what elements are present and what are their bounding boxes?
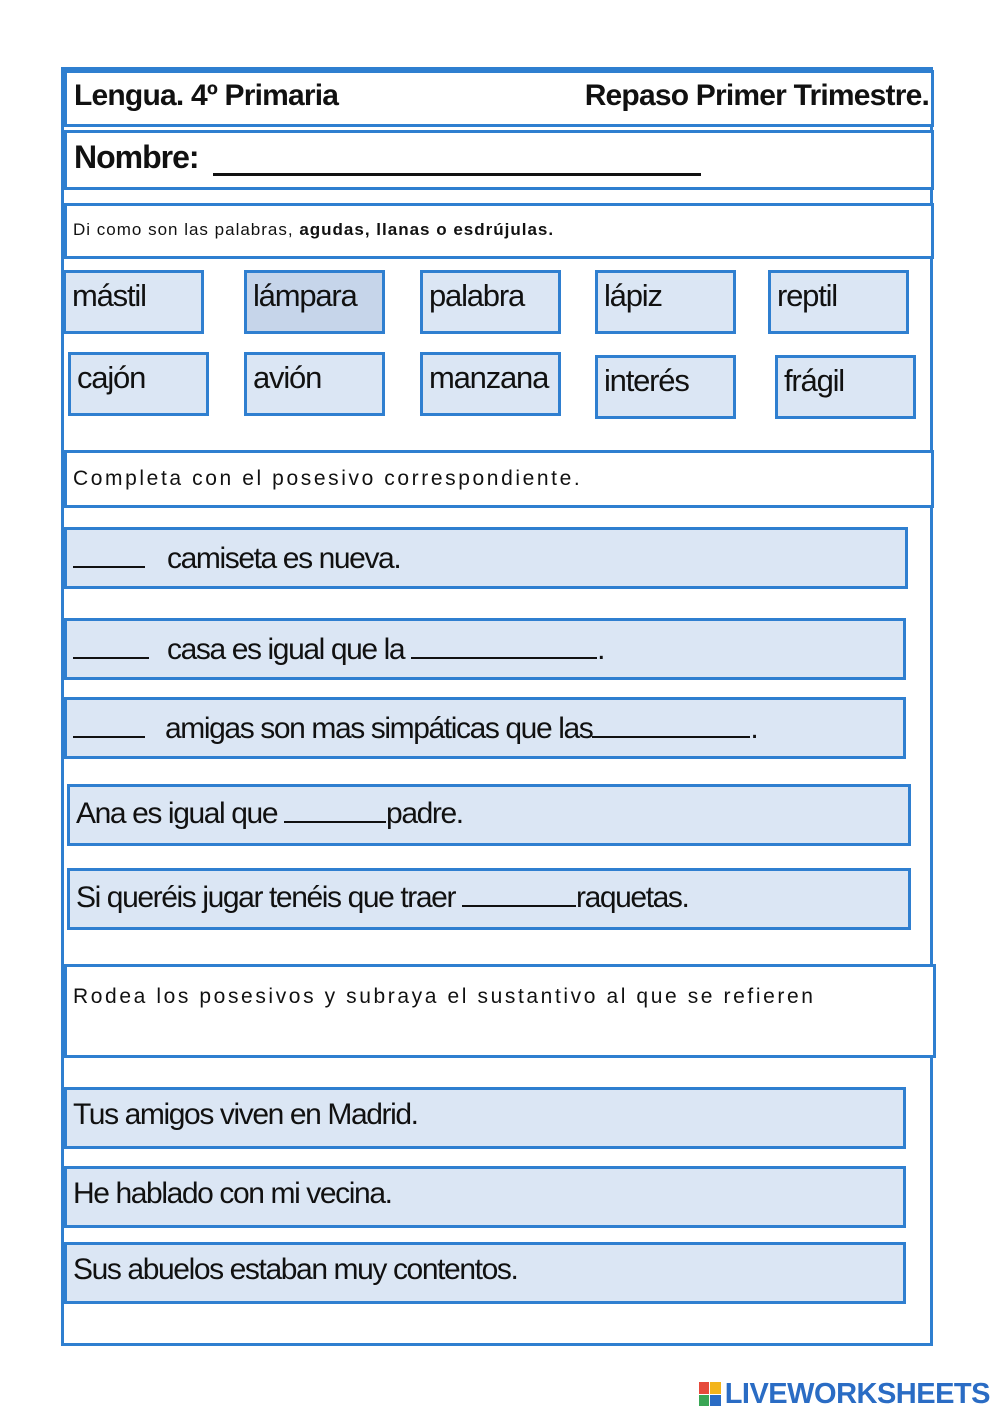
word-text: frágil bbox=[784, 363, 844, 398]
word-box-9[interactable] bbox=[595, 355, 736, 419]
answer-blank[interactable] bbox=[411, 631, 597, 659]
instruction-box-1 bbox=[64, 203, 934, 259]
instruction-box-3 bbox=[64, 964, 936, 1058]
answer-blank[interactable] bbox=[284, 795, 386, 823]
sentence-box-8 bbox=[64, 1242, 906, 1304]
word-box-1[interactable] bbox=[63, 270, 204, 334]
subject-title: Lengua. 4º Primaria bbox=[74, 79, 339, 112]
answer-blank[interactable] bbox=[462, 879, 576, 907]
answer-blank[interactable] bbox=[73, 710, 145, 738]
sentence-6[interactable]: Tus amigos viven en Madrid. bbox=[73, 1098, 418, 1131]
word-text: lápiz bbox=[604, 278, 662, 313]
word-box-7[interactable] bbox=[244, 352, 385, 416]
word-text: mástil bbox=[72, 278, 146, 313]
word-box-2[interactable] bbox=[244, 270, 385, 334]
logo-square bbox=[699, 1382, 710, 1394]
sentence-text: amigas son mas simpáticas que las bbox=[165, 712, 593, 745]
word-text: lámpara bbox=[253, 278, 357, 313]
logo-square bbox=[699, 1395, 710, 1407]
instruction-2: Completa con el posesivo correspondiente. bbox=[73, 467, 583, 490]
sentence-end: . bbox=[750, 712, 758, 745]
instruction-1-prefix: Di como son las palabras, bbox=[73, 220, 300, 239]
instruction-box-2 bbox=[64, 450, 934, 508]
name-box bbox=[64, 130, 934, 190]
sentence-3 bbox=[73, 710, 757, 746]
word-box-5[interactable] bbox=[768, 270, 909, 334]
word-box-3[interactable] bbox=[420, 270, 561, 334]
answer-blank[interactable] bbox=[592, 710, 750, 738]
word-text: reptil bbox=[777, 278, 837, 313]
sentence-text: Si queréis jugar tenéis que traer bbox=[76, 881, 462, 914]
name-input-line[interactable] bbox=[213, 173, 701, 176]
sentence-end: . bbox=[597, 633, 605, 666]
instruction-1 bbox=[73, 220, 554, 240]
sentence-text: padre. bbox=[386, 797, 463, 830]
word-text: interés bbox=[604, 363, 689, 398]
worksheet-title: Repaso Primer Trimestre. bbox=[584, 79, 929, 112]
liveworksheets-logo bbox=[699, 1378, 990, 1410]
sentence-text: Ana es igual que bbox=[76, 797, 285, 830]
word-text: manzana bbox=[429, 360, 549, 395]
sentence-7[interactable]: He hablado con mi vecina. bbox=[73, 1177, 392, 1210]
sentence-box-6 bbox=[64, 1087, 906, 1149]
word-box-10[interactable] bbox=[775, 355, 916, 419]
word-text: palabra bbox=[429, 278, 525, 313]
sentence-box-1 bbox=[64, 527, 908, 589]
logo-icon bbox=[699, 1382, 721, 1406]
logo-text: LIVEWORKSHEETS bbox=[724, 1377, 990, 1410]
sentence-text: raquetas. bbox=[575, 881, 689, 914]
word-text: cajón bbox=[77, 360, 146, 395]
answer-blank[interactable] bbox=[73, 540, 145, 568]
sentence-text: camiseta es nueva. bbox=[167, 542, 401, 575]
instruction-3: Rodea los posesivos y subraya el sustantivo al que se refieren bbox=[73, 985, 816, 1008]
logo-square bbox=[710, 1395, 721, 1407]
sentence-box-5 bbox=[67, 868, 911, 930]
sentence-box-7 bbox=[64, 1166, 906, 1228]
sentence-8[interactable]: Sus abuelos estaban muy contentos. bbox=[73, 1253, 518, 1286]
logo-square bbox=[710, 1382, 721, 1394]
answer-blank[interactable] bbox=[73, 631, 149, 659]
word-text: avión bbox=[253, 360, 322, 395]
sentence-1 bbox=[73, 540, 400, 576]
sentence-5 bbox=[76, 879, 688, 915]
sentence-box-2 bbox=[64, 618, 906, 680]
name-label: Nombre: bbox=[74, 139, 199, 175]
word-box-4[interactable] bbox=[595, 270, 736, 334]
sentence-box-3 bbox=[64, 697, 906, 759]
word-box-8[interactable] bbox=[420, 352, 561, 416]
sentence-text: casa es igual que la bbox=[167, 633, 412, 666]
sentence-4 bbox=[76, 795, 463, 831]
instruction-1-bold: agudas, llanas o esdrújulas. bbox=[299, 220, 555, 239]
word-box-6[interactable] bbox=[68, 352, 209, 416]
sentence-2 bbox=[73, 631, 604, 667]
sentence-box-4 bbox=[67, 784, 911, 846]
header-box bbox=[64, 70, 934, 127]
